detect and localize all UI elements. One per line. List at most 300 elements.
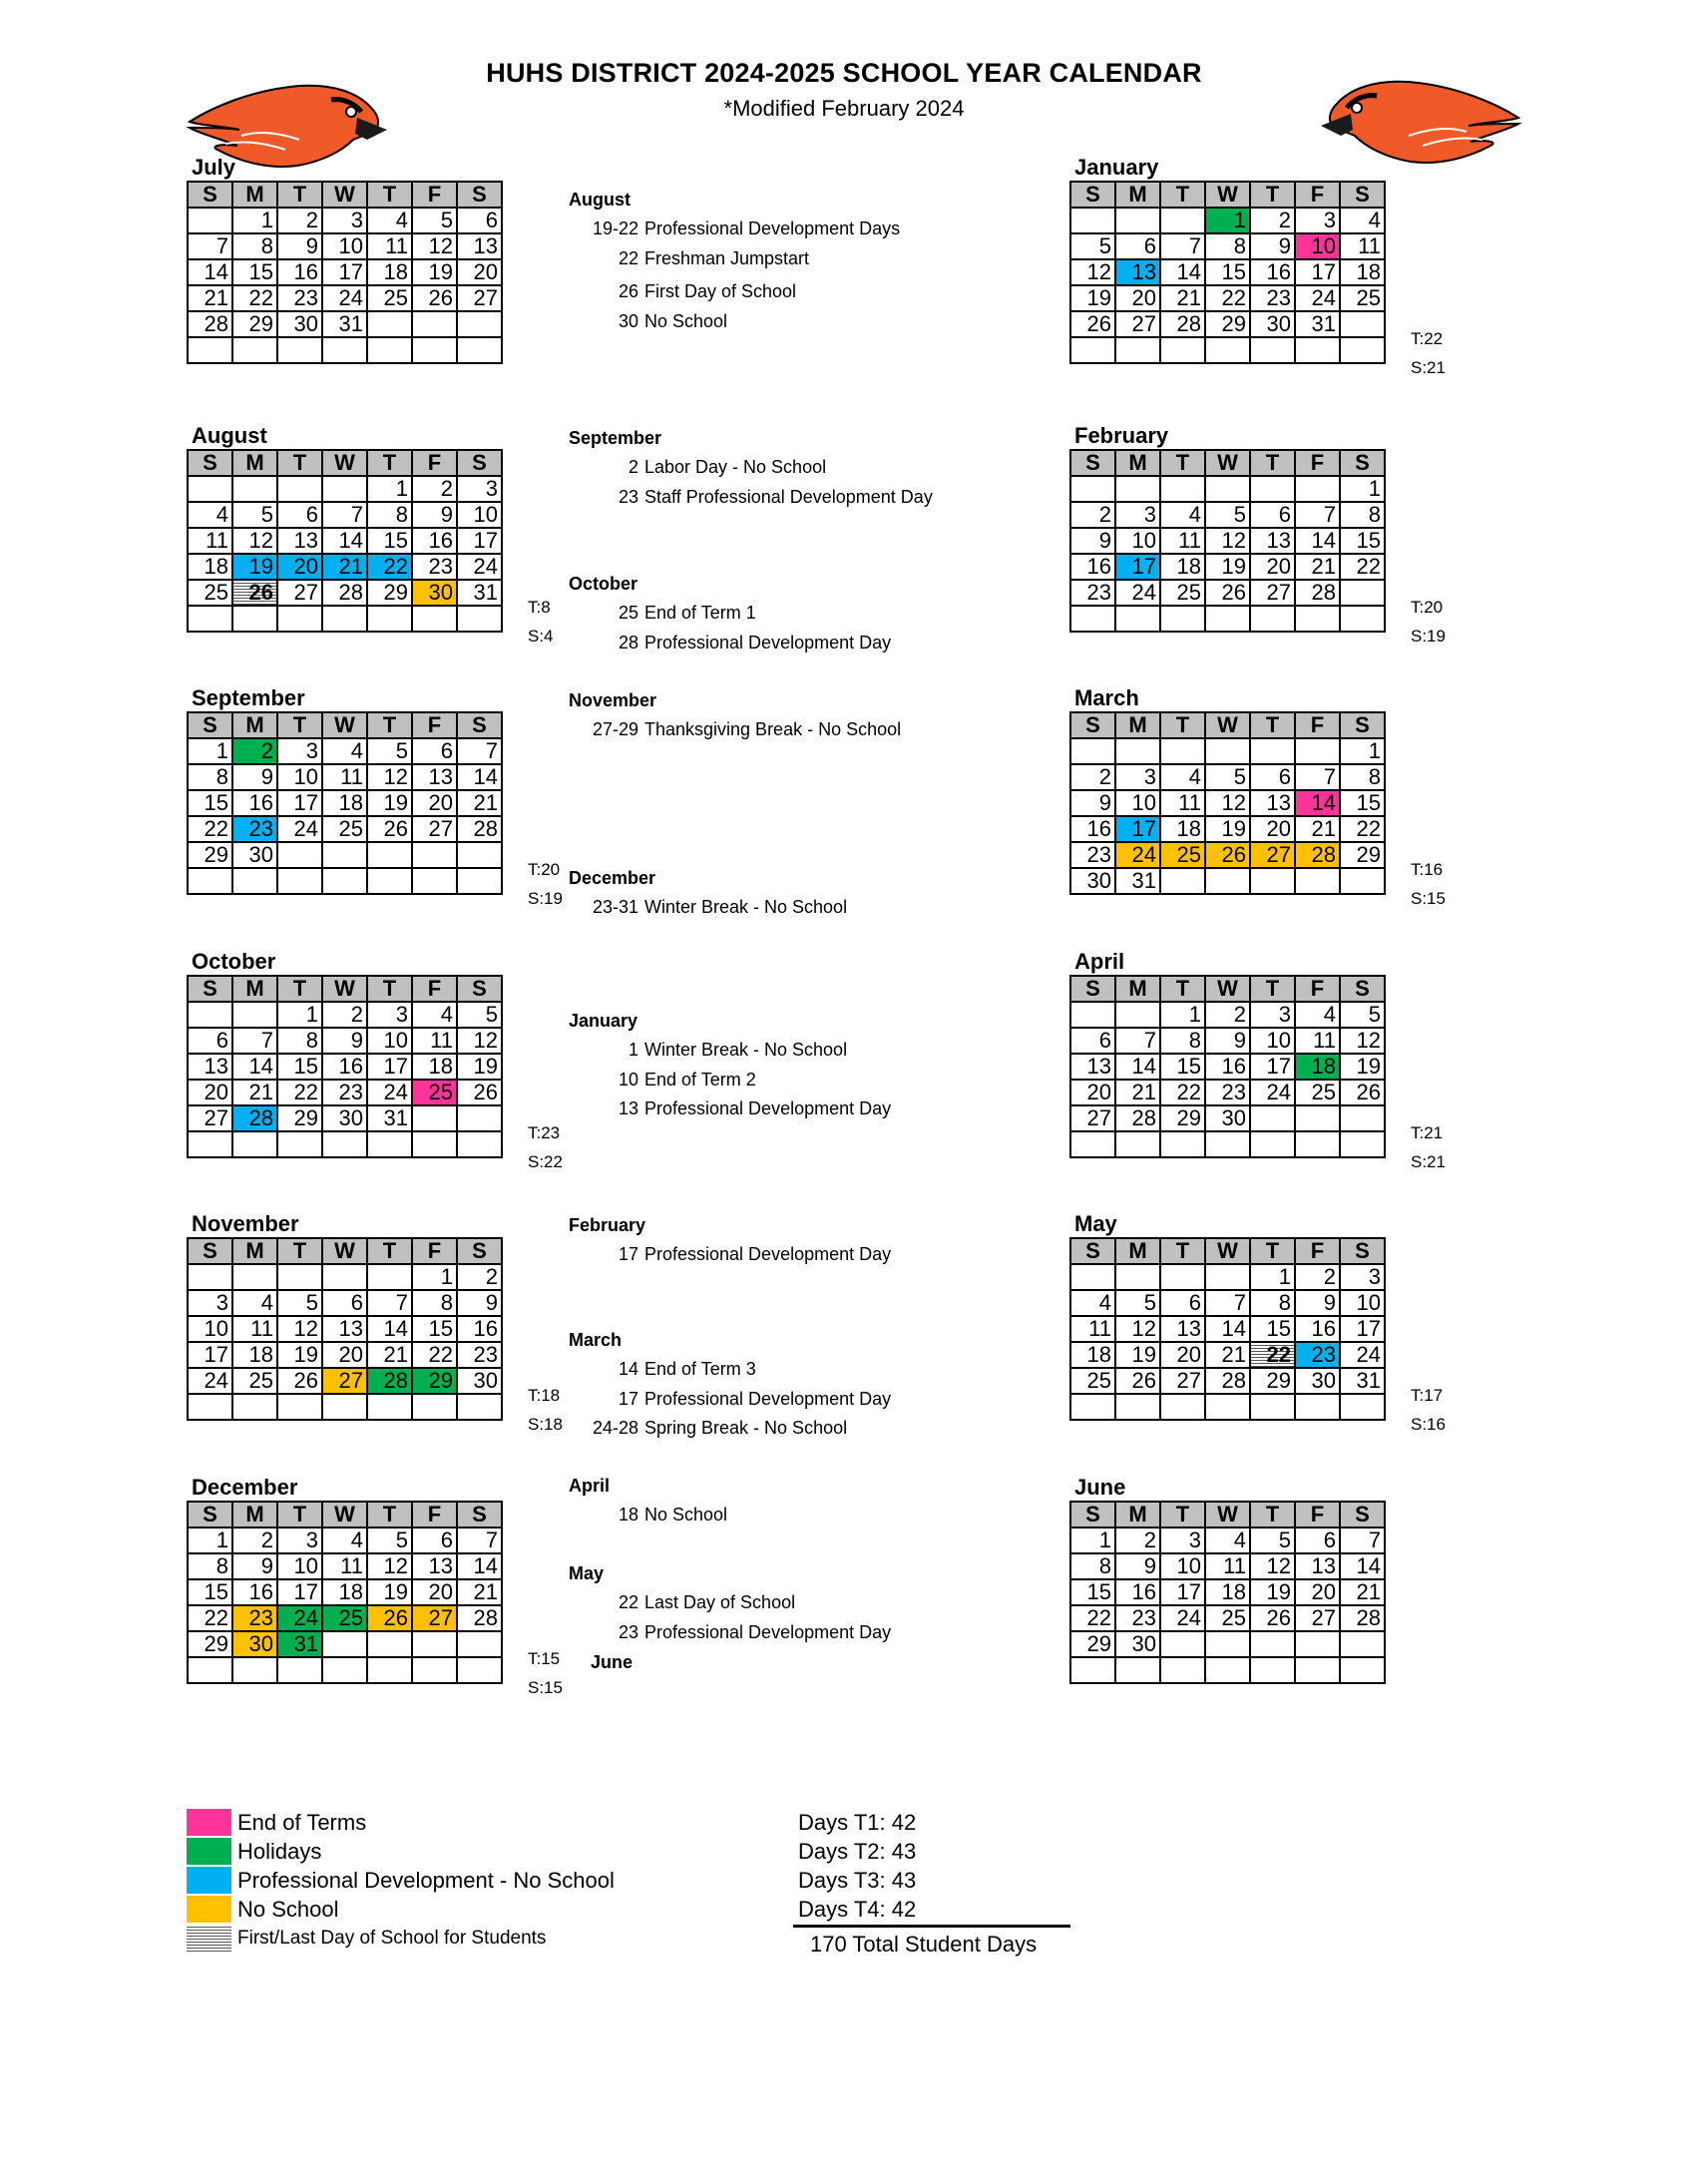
weekday-header: M	[1115, 182, 1160, 208]
empty-cell	[1250, 1105, 1295, 1131]
empty-cell	[188, 337, 232, 363]
empty-cell	[188, 606, 232, 632]
event-text: Spring Break - No School	[644, 1418, 848, 1438]
empty-cell	[188, 1131, 232, 1157]
week-row	[1070, 554, 1385, 580]
day-cell: 24	[277, 1605, 322, 1631]
week-row	[188, 580, 502, 606]
day-cell: 6	[412, 1528, 457, 1553]
event-date: 2	[628, 457, 638, 477]
event-text: End of Term 3	[644, 1359, 756, 1379]
weekday-header: T	[277, 1238, 322, 1264]
day-cell: 9	[412, 502, 457, 528]
day-cell: 1	[188, 1528, 232, 1553]
week-row	[188, 1394, 502, 1420]
day-cell: 14	[188, 259, 232, 285]
day-cell: 20	[457, 259, 502, 285]
day-cell: 25	[1340, 285, 1385, 311]
weekday-header: M	[232, 450, 277, 476]
day-cell: 3	[1160, 1528, 1205, 1553]
weekday-header: T	[367, 450, 412, 476]
empty-cell	[322, 842, 367, 868]
event-date: 23	[618, 486, 638, 507]
weekday-header: F	[412, 976, 457, 1002]
empty-cell	[1340, 337, 1385, 363]
day-cell: 21	[457, 1579, 502, 1605]
day-cell: 22	[412, 1342, 457, 1368]
events-month-heading: February	[569, 1215, 646, 1235]
empty-cell	[277, 1394, 322, 1420]
day-cell: 17	[1295, 259, 1340, 285]
weekday-header: W	[1205, 1238, 1250, 1264]
event-row	[569, 307, 998, 337]
empty-cell	[322, 337, 367, 363]
empty-cell	[412, 606, 457, 632]
day-cell: 15	[1205, 259, 1250, 285]
month-march	[1069, 686, 1628, 926]
day-cell: 8	[188, 1553, 232, 1579]
day-cell: 8	[188, 764, 232, 790]
events-month-heading: January	[569, 1011, 638, 1031]
total-student-days: 170 Total Student Days	[810, 1932, 1038, 1957]
day-cell: 18	[188, 554, 232, 580]
event-date: 27-29	[592, 719, 638, 739]
day-cell: 7	[457, 738, 502, 764]
month-name: April	[1074, 949, 1125, 974]
month-name: January	[1074, 155, 1159, 180]
day-cell: 3	[277, 738, 322, 764]
event-date: 19-22	[592, 218, 638, 238]
row-total-label: T:20	[528, 859, 561, 879]
empty-cell	[412, 337, 457, 363]
day-cell: 16	[1070, 816, 1115, 842]
week-row	[1070, 1131, 1385, 1157]
empty-cell	[1295, 1131, 1340, 1157]
week-row	[1070, 1316, 1385, 1342]
empty-cell	[1340, 1631, 1385, 1657]
week-row	[1070, 842, 1385, 868]
day-cell: 21	[1115, 1080, 1160, 1105]
day-cell: 22	[1250, 1342, 1295, 1368]
empty-cell	[1250, 868, 1295, 894]
empty-cell	[1115, 1131, 1160, 1157]
day-cell: 17	[457, 528, 502, 554]
weekday-header: T	[367, 1502, 412, 1528]
day-cell: 30	[232, 842, 277, 868]
day-cell: 13	[412, 764, 457, 790]
event-text: Professional Development Day	[644, 1098, 892, 1118]
day-cell: 26	[457, 1080, 502, 1105]
events-month-heading: October	[569, 574, 638, 594]
empty-cell	[412, 311, 457, 337]
day-cell: 5	[277, 1290, 322, 1316]
empty-cell	[412, 842, 457, 868]
weekday-header: T	[1160, 450, 1205, 476]
day-cell: 15	[1160, 1054, 1205, 1080]
day-cell: 14	[367, 1316, 412, 1342]
event-text: Freshman Jumpstart	[644, 247, 810, 268]
day-cell: 30	[232, 1631, 277, 1657]
day-cell: 12	[457, 1028, 502, 1054]
month-name: July	[192, 155, 236, 180]
day-cell: 22	[1070, 1605, 1115, 1631]
weekday-header: S	[457, 182, 502, 208]
weekday-header: T	[1250, 450, 1295, 476]
row-total-label: S:19	[528, 889, 563, 908]
day-cell: 14	[1115, 1054, 1160, 1080]
empty-cell	[1160, 1394, 1205, 1420]
day-cell: 23	[457, 1342, 502, 1368]
row-total-label: T:23	[528, 1122, 561, 1142]
week-row	[188, 1080, 502, 1105]
day-cell: 13	[188, 1054, 232, 1080]
empty-cell	[1340, 868, 1385, 894]
day-cell: 13	[1250, 528, 1295, 554]
day-cell: 16	[1205, 1054, 1250, 1080]
event-date: 13	[618, 1098, 638, 1118]
empty-cell	[1250, 738, 1295, 764]
legend-label: Professional Development - No School	[237, 1867, 615, 1893]
weekday-header: T	[367, 712, 412, 738]
day-cell: 8	[1160, 1028, 1205, 1054]
day-cell: 17	[1115, 554, 1160, 580]
empty-cell	[367, 1657, 412, 1683]
day-cell: 9	[1295, 1290, 1340, 1316]
day-cell: 28	[367, 1368, 412, 1394]
day-cell: 12	[367, 764, 412, 790]
week-row	[1070, 528, 1385, 554]
event-text: First Day of School	[644, 281, 797, 301]
week-row	[1070, 1264, 1385, 1290]
day-cell: 25	[1070, 1368, 1115, 1394]
day-cell: 27	[1295, 1605, 1340, 1631]
day-cell: 8	[1205, 233, 1250, 259]
day-cell: 2	[277, 208, 322, 233]
day-cell: 20	[412, 1579, 457, 1605]
day-cell: 13	[412, 1553, 457, 1579]
month-grid	[1069, 711, 1386, 895]
empty-cell	[412, 868, 457, 894]
day-cell: 31	[1295, 311, 1340, 337]
day-cell: 28	[1340, 1605, 1385, 1631]
day-cell: 10	[1340, 1290, 1385, 1316]
day-cell: 5	[1340, 1002, 1385, 1028]
row-total-label: T:22	[1411, 328, 1444, 348]
event-text: Last Day of School	[644, 1592, 796, 1612]
day-cell: 27	[457, 285, 502, 311]
page-subtitle: *Modified February 2024	[723, 96, 965, 121]
weekday-header: S	[188, 1502, 232, 1528]
event-date: 23-31	[592, 897, 638, 917]
day-cell: 8	[277, 1028, 322, 1054]
month-grid	[1069, 1501, 1386, 1684]
month-grid	[1069, 449, 1386, 633]
day-cell: 18	[1295, 1054, 1340, 1080]
event-date: 24-28	[592, 1418, 638, 1438]
day-cell: 4	[1205, 1528, 1250, 1553]
event-text: Professional Development Days	[644, 218, 901, 238]
empty-cell	[1205, 476, 1250, 502]
day-cell: 1	[412, 1264, 457, 1290]
day-cell: 28	[1205, 1368, 1250, 1394]
row-total-label: T:16	[1411, 859, 1444, 879]
day-cell: 7	[1295, 764, 1340, 790]
day-cell: 21	[1340, 1579, 1385, 1605]
event-row	[569, 599, 998, 629]
day-cell: 23	[412, 554, 457, 580]
day-cell: 17	[277, 790, 322, 816]
day-cell: 9	[322, 1028, 367, 1054]
day-cell: 20	[322, 1342, 367, 1368]
day-cell: 28	[1160, 311, 1205, 337]
day-cell: 19	[1205, 554, 1250, 580]
week-row	[188, 1657, 502, 1683]
row-total-label: T:20	[1411, 597, 1444, 617]
empty-cell	[1340, 1657, 1385, 1683]
month-name: October	[192, 949, 276, 974]
empty-cell	[367, 337, 412, 363]
day-cell: 1	[232, 208, 277, 233]
weekday-header: T	[277, 712, 322, 738]
day-cell: 13	[322, 1316, 367, 1342]
day-cell: 5	[367, 1528, 412, 1553]
weekday-header: M	[1115, 450, 1160, 476]
empty-cell	[322, 606, 367, 632]
empty-cell	[1160, 606, 1205, 632]
day-cell: 17	[1115, 816, 1160, 842]
month-grid	[187, 975, 503, 1158]
day-cell: 21	[1295, 816, 1340, 842]
week-row	[188, 764, 502, 790]
day-cell: 18	[1340, 259, 1385, 285]
day-cell: 1	[1070, 1528, 1115, 1553]
row-total-label: T:8	[528, 597, 551, 617]
weekday-header: T	[367, 976, 412, 1002]
days-t1: Days T1: 42	[798, 1810, 917, 1835]
day-cell: 2	[1250, 208, 1295, 233]
week-row	[188, 1579, 502, 1605]
day-cell: 29	[1205, 311, 1250, 337]
empty-cell	[1250, 606, 1295, 632]
row-total-label: T:18	[528, 1385, 561, 1405]
day-cell: 30	[457, 1368, 502, 1394]
day-cell: 28	[322, 580, 367, 606]
weekday-header: S	[1340, 976, 1385, 1002]
day-cell: 19	[1115, 1342, 1160, 1368]
day-cell: 10	[277, 764, 322, 790]
day-cell: 6	[1250, 764, 1295, 790]
month-february	[1069, 424, 1628, 663]
day-cell: 20	[277, 554, 322, 580]
weekday-header: S	[188, 450, 232, 476]
day-cell: 16	[277, 259, 322, 285]
empty-cell	[1250, 476, 1295, 502]
day-cell: 5	[457, 1002, 502, 1028]
event-date: 23	[618, 1621, 638, 1642]
week-row	[1070, 233, 1385, 259]
empty-cell	[1205, 606, 1250, 632]
day-cell: 10	[322, 233, 367, 259]
day-cell: 5	[412, 208, 457, 233]
day-cell: 26	[1205, 842, 1250, 868]
empty-cell	[1070, 1131, 1115, 1157]
event-row	[569, 244, 998, 274]
weekday-header: W	[1205, 450, 1250, 476]
empty-cell	[322, 476, 367, 502]
events-march	[569, 1325, 998, 1444]
weekday-header: M	[232, 182, 277, 208]
day-cell: 10	[1250, 1028, 1295, 1054]
empty-cell	[1295, 868, 1340, 894]
weekday-header: F	[1295, 1502, 1340, 1528]
day-cell: 4	[1070, 1290, 1115, 1316]
week-row	[1070, 208, 1385, 233]
weekday-header: T	[1250, 1502, 1295, 1528]
day-cell: 17	[367, 1054, 412, 1080]
row-total-label: S:16	[1411, 1415, 1446, 1434]
day-cell: 14	[232, 1054, 277, 1080]
day-cell: 8	[232, 233, 277, 259]
day-cell: 6	[1070, 1028, 1115, 1054]
day-cell: 5	[1205, 764, 1250, 790]
week-row	[1070, 580, 1385, 606]
day-cell: 25	[1295, 1080, 1340, 1105]
empty-cell	[1115, 1264, 1160, 1290]
day-cell: 10	[1115, 790, 1160, 816]
day-cell: 1	[1160, 1002, 1205, 1028]
day-cell: 2	[1070, 764, 1115, 790]
event-text: End of Term 1	[644, 603, 756, 623]
day-cell: 26	[1250, 1605, 1295, 1631]
week-row	[188, 528, 502, 554]
day-cell: 29	[1250, 1368, 1295, 1394]
day-cell: 25	[1160, 580, 1205, 606]
day-cell: 10	[277, 1553, 322, 1579]
empty-cell	[277, 1264, 322, 1290]
empty-cell	[322, 868, 367, 894]
empty-cell	[1115, 1394, 1160, 1420]
empty-cell	[412, 1631, 457, 1657]
day-cell: 16	[232, 790, 277, 816]
empty-cell	[1070, 476, 1115, 502]
day-cell: 3	[322, 208, 367, 233]
empty-cell	[367, 606, 412, 632]
weekday-header: S	[188, 712, 232, 738]
day-cell: 5	[1250, 1528, 1295, 1553]
month-name: September	[192, 685, 305, 710]
empty-cell	[232, 868, 277, 894]
empty-cell	[232, 1264, 277, 1290]
day-cell: 16	[322, 1054, 367, 1080]
day-cell: 16	[1295, 1316, 1340, 1342]
weekday-header: W	[322, 712, 367, 738]
week-row	[1070, 311, 1385, 337]
day-cell: 29	[367, 580, 412, 606]
day-cell: 28	[1295, 842, 1340, 868]
day-cell: 21	[232, 1080, 277, 1105]
empty-cell	[1160, 1657, 1205, 1683]
event-row	[569, 1066, 998, 1095]
day-cell: 13	[1295, 1553, 1340, 1579]
week-row	[1070, 285, 1385, 311]
day-cell: 4	[188, 502, 232, 528]
day-cell: 18	[232, 1342, 277, 1368]
event-date: 17	[618, 1388, 638, 1409]
day-cell: 20	[412, 790, 457, 816]
week-row	[188, 816, 502, 842]
day-cell: 13	[277, 528, 322, 554]
empty-cell	[322, 1394, 367, 1420]
day-cell: 2	[1115, 1528, 1160, 1553]
day-cell: 8	[1340, 764, 1385, 790]
day-cell: 4	[1340, 208, 1385, 233]
day-cell: 19	[367, 1579, 412, 1605]
weekday-header: S	[457, 1502, 502, 1528]
empty-cell	[1250, 1131, 1295, 1157]
row-total-label: S:4	[528, 627, 554, 646]
weekday-header: S	[1070, 712, 1115, 738]
day-cell: 24	[1115, 580, 1160, 606]
day-cell: 3	[1340, 1264, 1385, 1290]
day-cell: 14	[457, 1553, 502, 1579]
day-cell: 13	[457, 233, 502, 259]
day-cell: 20	[1295, 1579, 1340, 1605]
legend	[187, 1808, 785, 1953]
total-divider	[793, 1925, 1070, 1928]
day-cell: 23	[232, 816, 277, 842]
day-cell: 24	[1295, 285, 1340, 311]
week-row	[188, 476, 502, 502]
month-grid	[187, 1501, 503, 1684]
weekday-header: S	[1070, 450, 1115, 476]
day-cell: 22	[1160, 1080, 1205, 1105]
month-grid	[187, 711, 503, 895]
weekday-header: F	[412, 712, 457, 738]
legend-label: No School	[237, 1896, 339, 1922]
week-row	[1070, 1528, 1385, 1553]
week-row	[188, 502, 502, 528]
month-name: May	[1074, 1211, 1117, 1236]
event-row	[569, 893, 998, 923]
day-cell: 24	[1115, 842, 1160, 868]
week-row	[188, 1368, 502, 1394]
day-cell: 30	[277, 311, 322, 337]
day-cell: 12	[232, 528, 277, 554]
empty-cell	[1340, 1105, 1385, 1131]
event-date: 1	[628, 1040, 638, 1060]
day-cell: 3	[1115, 764, 1160, 790]
weekday-header: F	[1295, 712, 1340, 738]
day-cell: 4	[322, 738, 367, 764]
week-row	[188, 1054, 502, 1080]
week-row	[188, 1131, 502, 1157]
event-text: Professional Development Day	[644, 1244, 892, 1264]
days-t2: Days T2: 43	[798, 1839, 917, 1864]
month-april	[1069, 950, 1628, 1189]
day-cell: 6	[1115, 233, 1160, 259]
week-row	[1070, 337, 1385, 363]
empty-cell	[457, 842, 502, 868]
day-cell: 15	[1340, 528, 1385, 554]
day-cell: 16	[1070, 554, 1115, 580]
day-cell: 11	[367, 233, 412, 259]
day-cell: 25	[1160, 842, 1205, 868]
weekday-header: F	[1295, 450, 1340, 476]
week-row	[188, 1342, 502, 1368]
weekday-header: F	[1295, 182, 1340, 208]
day-cell: 9	[277, 233, 322, 259]
day-cell: 25	[322, 1605, 367, 1631]
